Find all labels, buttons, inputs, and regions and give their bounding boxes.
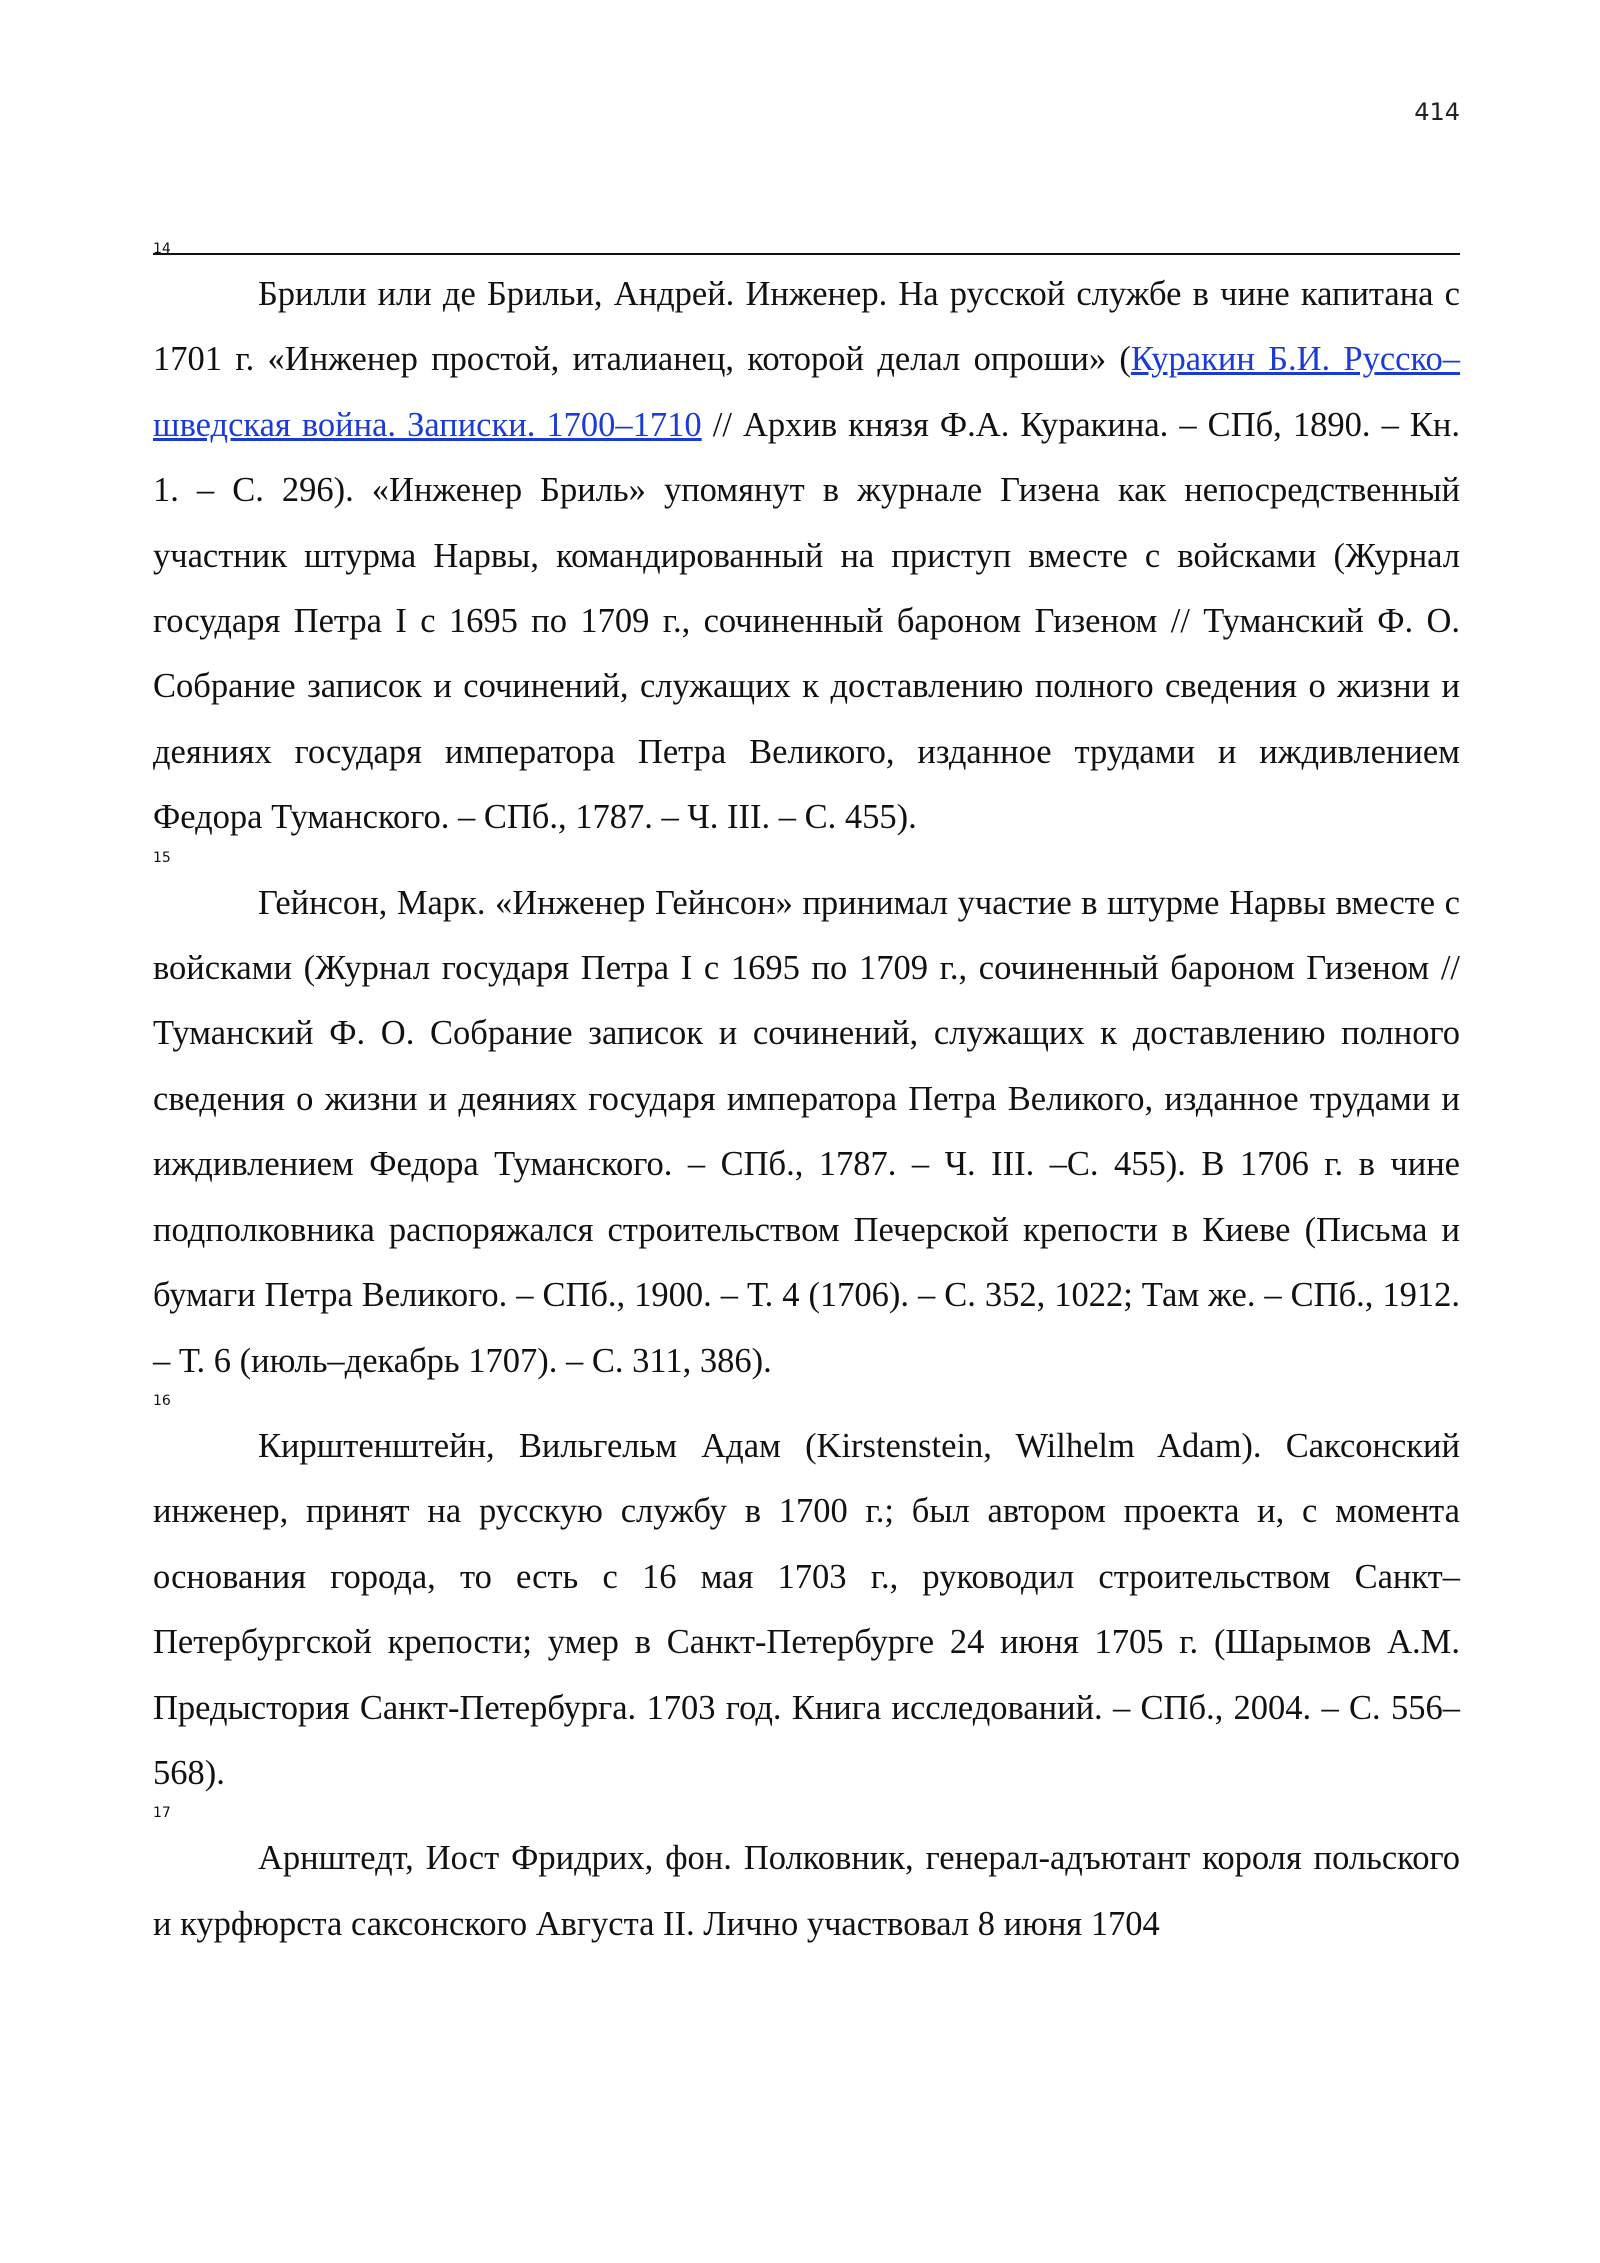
- footnote-number: 14: [153, 241, 171, 257]
- footnote-text-end: // Архив князя Ф.А. Куракина. – СПб, 1890. – Кн. 1. – С. 296). «Инженер Бриль» упомянут в журнале Гизена как непосредственный участник штурма Нарвы, командированный на приступ вместе с войсками (Журнал государя Петра I с 1695 по 1709 г., сочиненный бароном Гизеном // Туманский Ф. О. Собрание записок и сочинений, служащих к доставлению полного сведения о жизни и деяниях государя императора Петра Великого, изданное трудами и иждивлением Федора Туманского. – СПб., 1787. – Ч. III. – С. 455).: [153, 405, 1460, 837]
- footnote-text: Кирштенштейн, Вильгельм Адам (Kirstenstein, Wilhelm Adam). Саксонский инженер, принят на русскую службу в 1700 г.; был автором проекта и, с момента основания города, то есть с 16 мая 1703 г., руководил строительством Санкт–Петербургской крепости; умер в Санкт-Петербурге 24 июня 1705 г. (Шарымов А.М. Предыстория Санкт-Петербурга. 1703 год. Книга исследований. – СПб., 2004. – С. 556–568).: [153, 1426, 1460, 1792]
- footnote-17: [153, 1805, 1460, 1957]
- footnote-number: 17: [153, 1805, 171, 1822]
- footnote-14: [153, 241, 1461, 851]
- footnote-15: [153, 849, 1460, 1394]
- kurakin-reference-link[interactable]: Куракин Б.И. Русско–шведская война. Записки. 1700–1710: [153, 340, 1461, 444]
- footnote-number: 15: [153, 849, 171, 866]
- footnote-separator: [153, 253, 1460, 255]
- footnote-text: Арнштедт, Иост Фридрих, фон. Полковник, генерал-адъютант короля польского и курфюрста саксонского Августа II. Лично участвовал 8 июня 1704: [153, 1839, 1460, 1943]
- footnote-text-start: Брилли или де Брильи, Андрей. Инженер. На русской службе в чине капитана с 1701 г. «Инженер простой, италианец, которой делал опроши» (: [153, 275, 1460, 379]
- footnote-16: [153, 1392, 1460, 1806]
- footnotes: [153, 241, 1461, 1977]
- footnote-number: 16: [153, 1392, 171, 1409]
- footnote-text: Гейнсон, Марк. «Инженер Гейнсон» принимал участие в штурме Нарвы вместе с войсками (Журнал государя Петра I с 1695 по 1709 г., сочиненный бароном Гизеном // Туманский Ф. О. Собрание записок и сочинений, служащих к доставлению полного сведения о жизни и деяниях государя императора Петра Великого, изданное трудами и иждивлением Федора Туманского. – СПб., 1787. – Ч. III. –С. 455). В 1706 г. в чине подполковника распоряжался строительством Печерской крепости в Киеве (Письма и бумаги Петра Великого. – СПб., 1900. – Т. 4 (1706). – С. 352, 1022; Там же. – СПб., 1912. – Т. 6 (июль–декабрь 1707). – С. 311, 386).: [153, 883, 1460, 1380]
- footnote-text: [153, 262, 1460, 851]
- page-number: 414: [1414, 98, 1460, 126]
